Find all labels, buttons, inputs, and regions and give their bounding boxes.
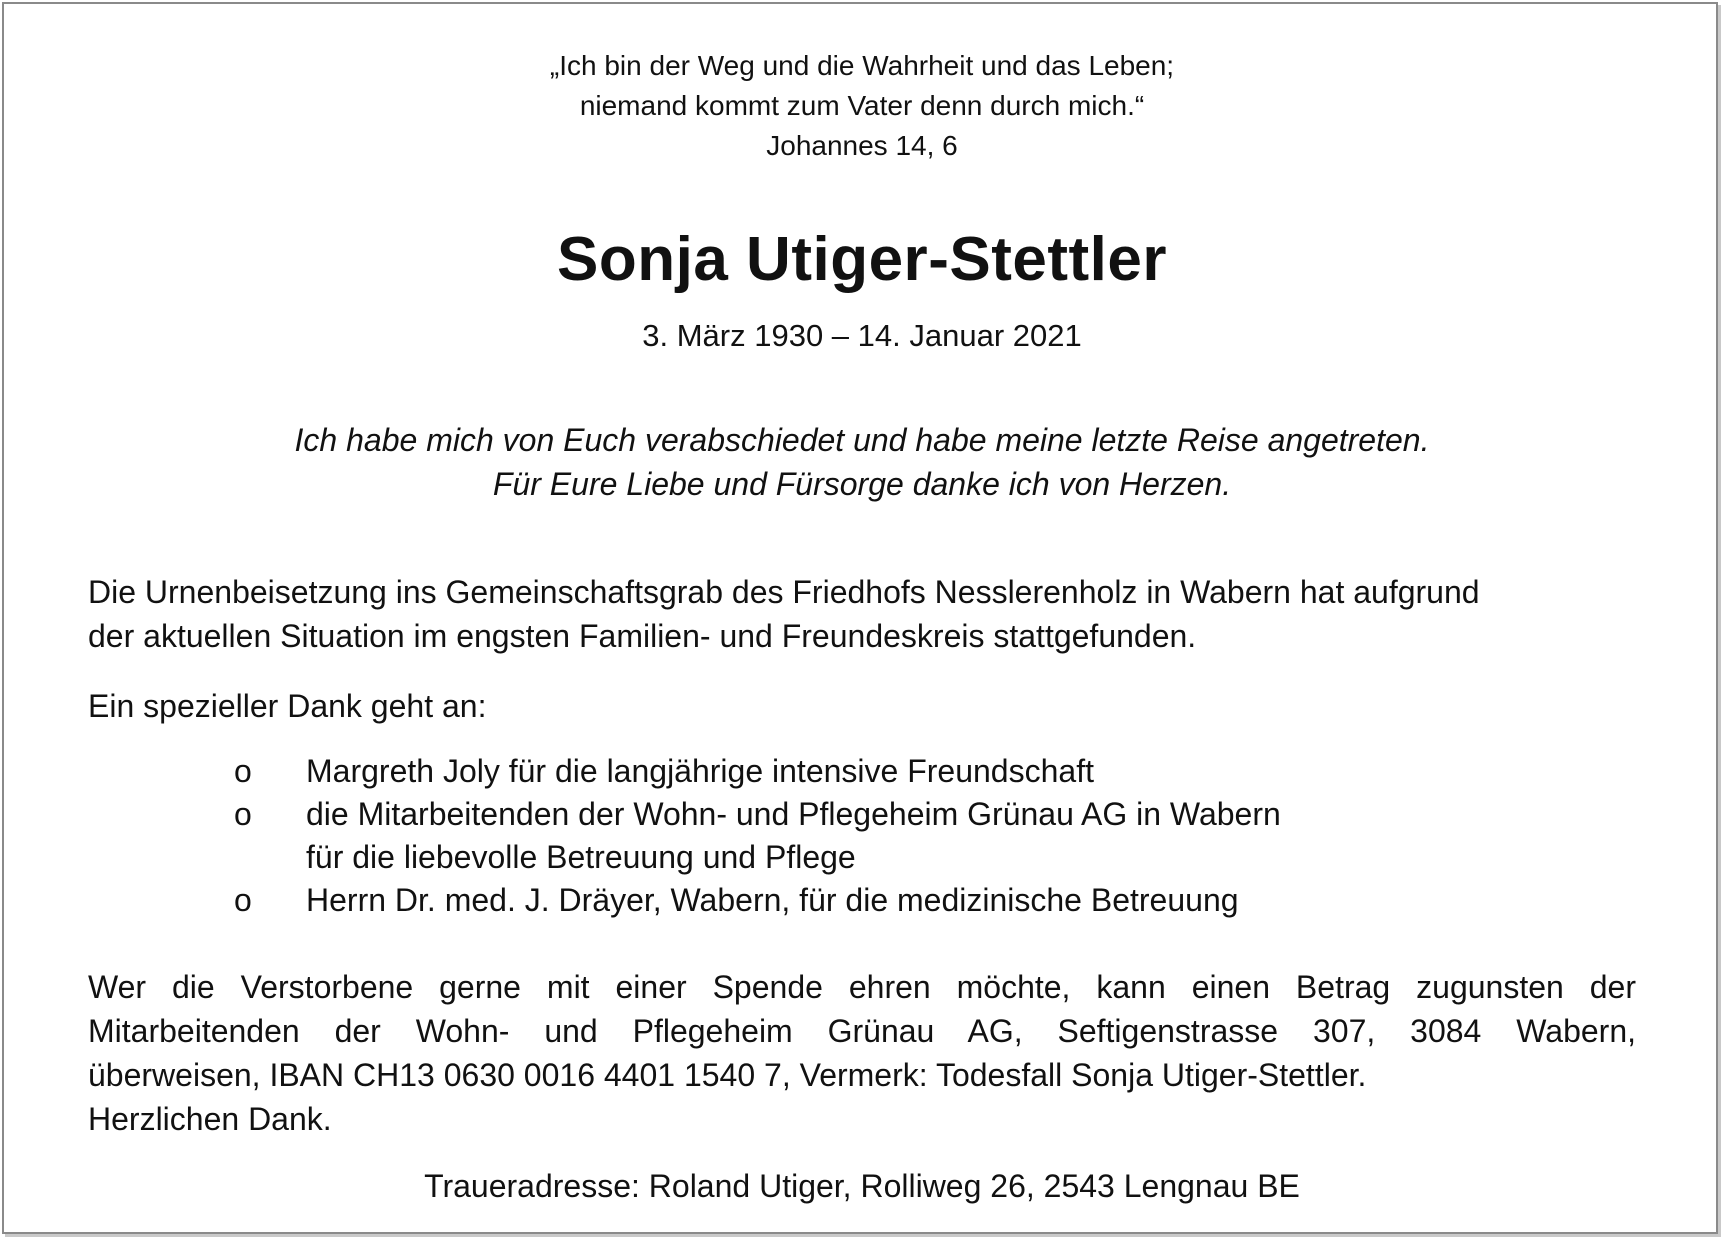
verse-line-1: „Ich bin der Weg und die Wahrheit und das Leben; (549, 50, 1175, 81)
verse-reference: Johannes 14, 6 (766, 130, 958, 161)
mourning-address: Traueradresse: Roland Utiger, Rolliweg 26, 2543 Lengnau BE (424, 1168, 1300, 1204)
donation-line-3: überweisen, IBAN CH13 0630 0016 4401 1540 7, Vermerk: Todesfall Sonja Utiger-Stettler. (88, 1057, 1367, 1093)
bullet-marker: o (234, 882, 252, 918)
farewell-line-1: Ich habe mich von Euch verabschiedet und habe meine letzte Reise angetreten. (294, 422, 1430, 458)
donation-line-1: Wer die Verstorbene gerne mit einer Spende ehren möchte, kann einen Betrag zugunsten der (88, 969, 1636, 1005)
bullet-marker: o (234, 796, 252, 832)
thanks-item-text: die Mitarbeitenden der Wohn- und Pflegeheim Grünau AG in Wabern (306, 796, 1281, 832)
farewell-line-2: Für Eure Liebe und Fürsorge danke ich von Herzen. (492, 466, 1232, 502)
thanks-intro: Ein spezieller Dank geht an: (88, 688, 487, 724)
thanks-item-text: Margreth Joly für die langjährige intensive Freundschaft (306, 753, 1094, 789)
bible-verse (0, 46, 1724, 166)
bullet-marker: o (234, 753, 252, 789)
donation-notice (88, 965, 1636, 1141)
farewell-message (0, 418, 1724, 506)
thanks-item-text-continued: für die liebevolle Betreuung und Pflege (306, 839, 856, 875)
burial-line-2: der aktuellen Situation im engsten Familien- und Freundeskreis stattgefunden. (88, 618, 1197, 654)
thanks-item-text: Herrn Dr. med. J. Dräyer, Wabern, für die medizinische Betreuung (306, 882, 1239, 918)
donation-line-4: Herzlichen Dank. (88, 1101, 332, 1137)
life-dates: 3. März 1930 – 14. Januar 2021 (642, 318, 1082, 353)
list-item (234, 879, 1534, 922)
list-item (234, 793, 1534, 879)
burial-notice (88, 570, 1636, 658)
list-item (234, 750, 1534, 793)
deceased-name: Sonja Utiger-Stettler (557, 225, 1167, 294)
donation-line-2: Mitarbeitenden der Wohn- und Pflegeheim Grünau AG, Seftigenstrasse 307, 3084 Wabern, (88, 1013, 1636, 1049)
verse-line-2: niemand kommt zum Vater denn durch mich.“ (579, 90, 1145, 121)
burial-line-1: Die Urnenbeisetzung ins Gemeinschaftsgrab des Friedhofs Nesslerenholz in Wabern hat aufgrund (88, 574, 1480, 610)
thanks-list (234, 750, 1534, 922)
